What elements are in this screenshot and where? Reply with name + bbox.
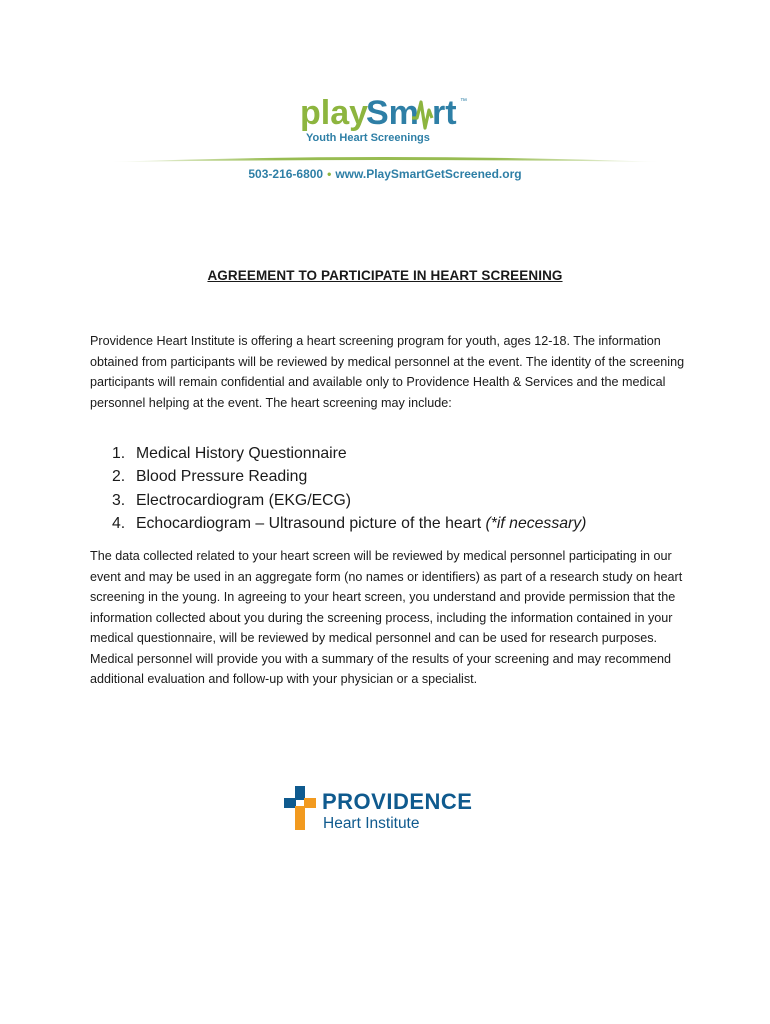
logo-text-play: play — [300, 94, 369, 132]
logo-subtitle: Youth Heart Screenings — [306, 132, 430, 144]
providence-logo — [284, 786, 494, 836]
list-item-text: Blood Pressure Reading — [136, 468, 308, 486]
contact-separator: • — [327, 167, 332, 181]
playsmart-logo — [300, 88, 470, 158]
list-item-number: 3. — [112, 491, 126, 509]
list-item-number: 4. — [112, 515, 126, 533]
contact-line — [0, 167, 770, 181]
phone-number: 503-216-6800 — [248, 167, 324, 181]
list-item — [112, 489, 586, 512]
website-link[interactable]: www.PlaySmartGetScreened.org — [335, 167, 522, 181]
intro-paragraph: Providence Heart Institute is offering a heart screening program for youth, ages 12-18. The information obtained from participants will be reviewed by medical personnel at the event. The identity of the screening participants will remain confidential and available only to Providence Health & Services and the medical personnel helping at the event. The heart screening may include: — [90, 334, 685, 410]
list-item — [112, 465, 586, 488]
logo-text-rt: rt — [432, 94, 457, 132]
list-item-number: 1. — [112, 445, 126, 462]
list-item-text: Electrocardiogram (EKG/ECG) — [136, 491, 352, 509]
providence-subtitle: Heart Institute — [323, 815, 420, 832]
body-paragraph: The data collected related to your heart screen will be reviewed by medical personnel participating in our event and may be used in an aggregate form (no names or identifiers) as part of a research study on heart screening in the young. In agreeing to your heart screen, you understand and provide permission that the information collected about you during the screening process, including the information contained in your medical questionnaire, will be reviewed by medical personnel and can be used for research purposes. Medical personnel will provide you with a summary of the results of your screening and may recommend additional evaluation and follow-up with your physician or a specialist. — [90, 549, 683, 686]
list-item — [112, 512, 586, 535]
header — [0, 0, 770, 200]
list-item-text: Echocardiogram – Ultrasound picture of the heart — [136, 515, 486, 533]
logo-text-sm: Sm — [366, 94, 419, 132]
cross-icon — [284, 786, 316, 830]
list-item-note: (*if necessary) — [485, 515, 587, 533]
trademark-mark: ™ — [460, 98, 467, 105]
list-item-number: 2. — [112, 468, 126, 486]
list-item — [112, 442, 586, 465]
playsmart-wordmark — [300, 88, 470, 136]
list-item-text: Medical History Questionnaire — [136, 445, 347, 462]
screening-list — [112, 442, 586, 536]
document-title: AGREEMENT TO PARTICIPATE IN HEART SCREENING — [207, 268, 563, 283]
providence-name: PROVIDENCE — [322, 789, 473, 814]
